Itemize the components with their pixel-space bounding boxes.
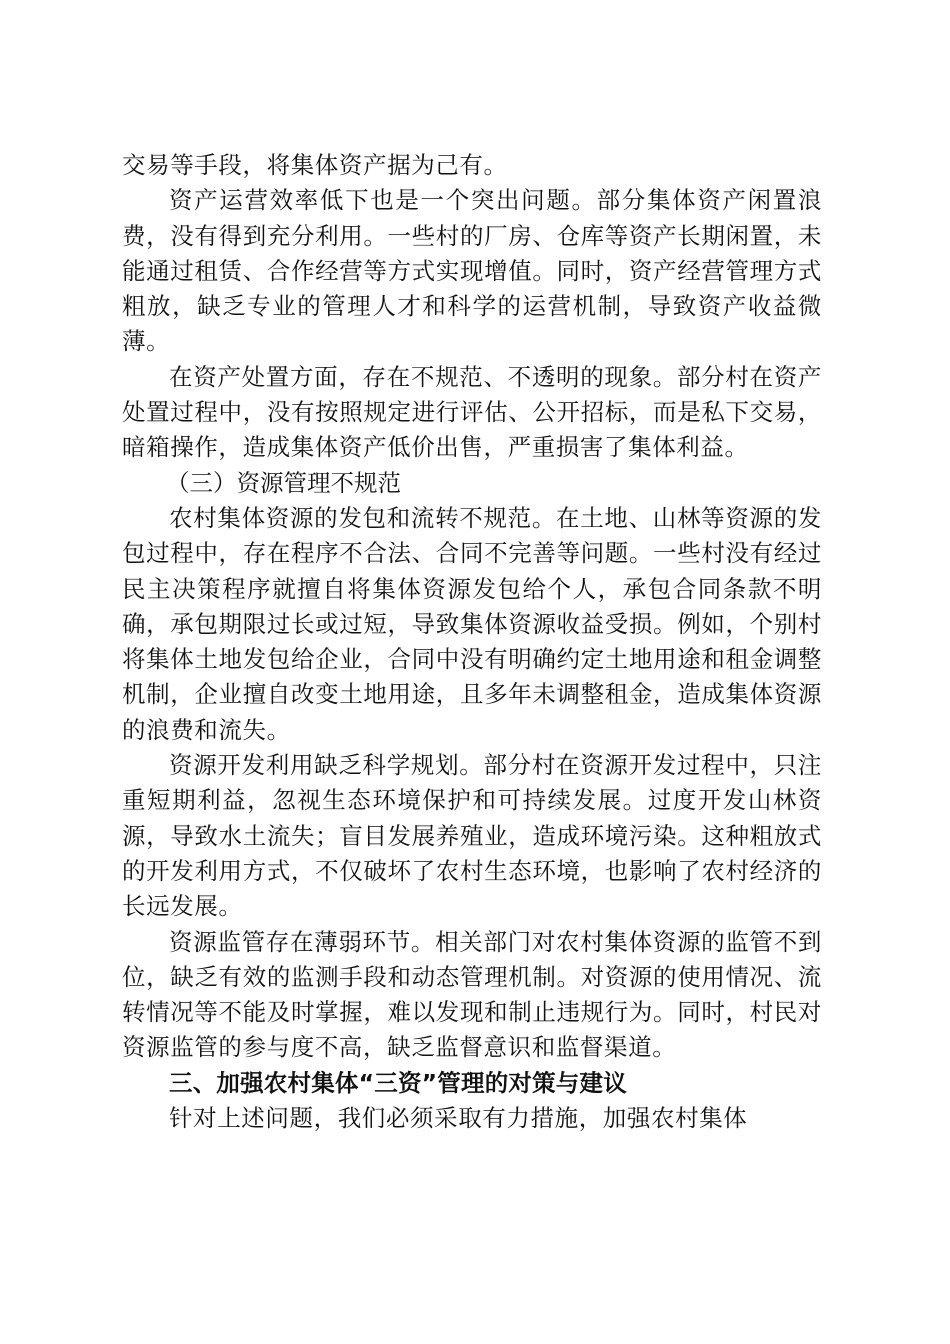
paragraph-continuation: 交易等手段，将集体资产据为己有。 <box>122 151 508 179</box>
paragraph-asset-disposal: 在资产处置方面，存在不规范、不透明的现象。部分村在资产处置过程中，没有按照规定进行评估、公开招标，而是私下交易，暗箱操作，造成集体资产低价出售，严重损害了集体利益。 <box>122 362 822 462</box>
section-subheading: （三）资源管理不规范 <box>166 468 401 497</box>
paragraph-resource-planning: 资源开发利用缺乏科学规划。部分村在资源开发过程中，只注重短期利益，忽视生态环境保护和可持续发展。过度开发山林资源，导致水土流失；盲目发展养殖业，造成环境污染。这种粗放式的开发利用方式，不仅破坏了农村生态环境，也影响了农村经济的长远发展。 <box>122 751 822 921</box>
paragraph-countermeasures: 针对上述问题，我们必须采取有力措施，加强农村集体 <box>169 1104 748 1133</box>
section-heading: 三、加强农村集体“三资”管理的对策与建议 <box>169 1068 627 1097</box>
paragraph-asset-efficiency: 资产运营效率低下也是一个突出问题。部分集体资产闲置浪费，没有得到充分利用。一些村的厂房、仓库等资产长期闲置，未能通过租赁、合作经营等方式实现增值。同时，资产经营管理方式粗放，缺乏专业的管理人才和科学的运营机制，导致资产收益微薄。 <box>122 186 822 356</box>
document-page <box>122 148 822 1136</box>
paragraph-resource-contracting: 农村集体资源的发包和流转不规范。在土地、山林等资源的发包过程中，存在程序不合法、合同不完善等问题。一些村没有经过民主决策程序就擅自将集体资源发包给个人，承包合同条款不明确，承包期限过长或过短，导致集体资源收益受损。例如，个别村将集体土地发包给企业，合同中没有明确约定土地用途和租金调整机制，企业擅自改变土地用途，且多年未调整租金，造成集体资源的浪费和流失。 <box>122 503 822 744</box>
paragraph-resource-supervision: 资源监管存在薄弱环节。相关部门对农村集体资源的监管不到位，缺乏有效的监测手段和动态管理机制。对资源的使用情况、流转情况等不能及时掌握，难以发现和制止违规行为。同时，村民对资源监管的参与度不高，缺乏监督意识和监督渠道。 <box>122 927 822 1062</box>
